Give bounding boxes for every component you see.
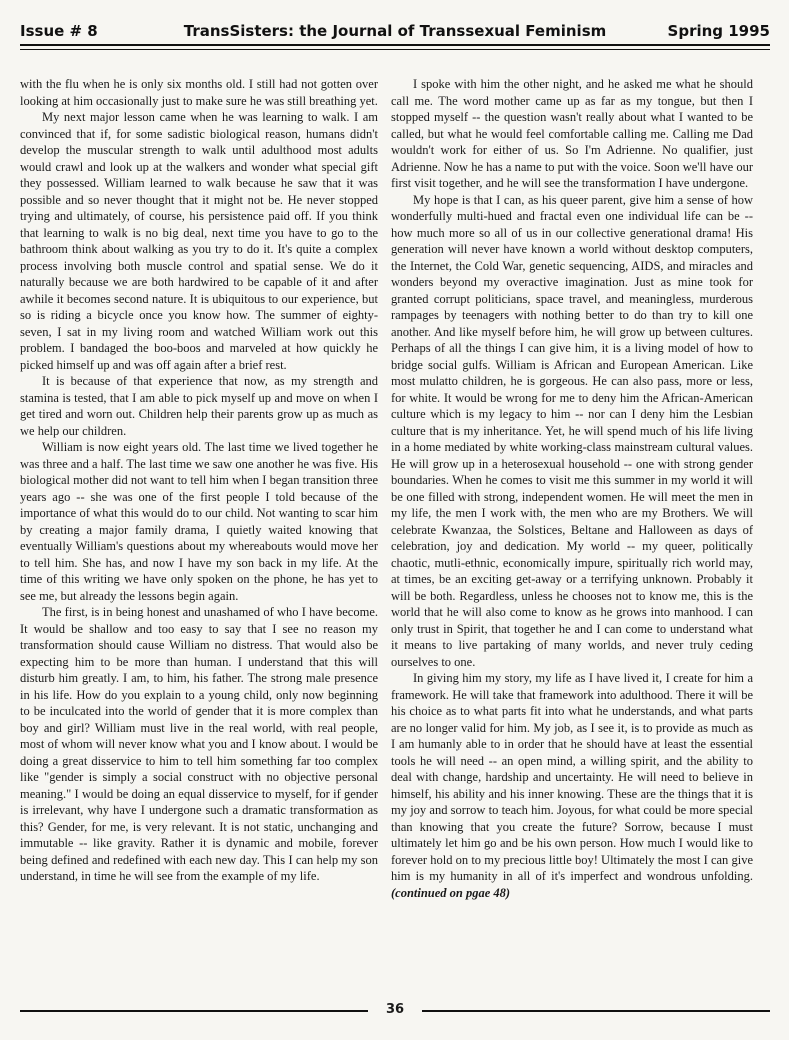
page-number: 36	[385, 1002, 405, 1017]
running-header	[20, 22, 770, 46]
issue-number: Issue # 8	[20, 22, 98, 40]
page-footer	[20, 1002, 770, 1022]
paragraph-final	[391, 670, 753, 901]
left-column	[20, 76, 378, 976]
continued-note: (continued on pgae 48)	[391, 885, 511, 900]
paragraph: I spoke with him the other night, and he asked me what he should call me. The word mother came up as far as my tongue, but then I stopped myself -- the question wasn't really about what I wanted to be called, but what he would feel comfortable calling me. Calling me Dad wouldn't work for either of us. So I'm Adrienne. No qualifier, just Adrienne. Now he has a name to put with the voice. Soon we'll have our first visit together, and he will see the transformation I have undergone.	[391, 77, 753, 190]
paragraph: My hope is that I can, as his queer parent, give him a sense of how wonderfully multi-hued and fractal even one individual life can be -- how much more so all of us in our collective generational drama! His generation will never have known a world without desktop computers, the Internet, the Cold War, genetic sequencing, AIDS, and miracles and wonders beyond my overactive imagination. Just as mine took for granted corrupt politicians, space travel, and meaningless, murderous rampages by teenagers with nothing better to do than try to kill one another. And like myself before him, he will grow up between cultures. Perhaps of all the things I can give him, it is a living model of how to bridge social gulfs. William is African and European American. Like most mulatto children, he is gorgeous. He can also pass, more or less, for white. It would be wrong for me to deny him the African-American culture which is my legacy to him -- nor can I deny him the Lesbian culture that is my inheritance. Yet, he will spend much of his life living in a home mediated by white working-class mainstream cultural values. He will grow up in a heterosexual household -- one with strong gender boundaries. When he comes to visit me this summer in my world it will be one filled with strong, independent women. He will meet the men in my life, the men I work with, the men who are my Brothers. We will celebrate Kwanzaa, the Solstices, Beltane and Halloween as days of celebration, joy and dedication. My world -- my queer, politically chaotic, mutli-ethnic, economically impure, spiritually rich world may, at times, be an exciting get-away or a terrifying unknown. Probably it will be both. Regardless, unless he chooses not to know me, this is the world that he will also come to know as he grows into manhood. I can only trust in Spirit, that together he and I can come to understand what it means to live partaking of many worlds, and never truly ceding ourselves to one.	[391, 192, 753, 669]
header-rule-thin	[20, 49, 770, 50]
header-rule-thick	[20, 44, 770, 46]
journal-title: TransSisters: the Journal of Transsexual Feminism	[183, 22, 607, 40]
footer-rule-right	[422, 1010, 770, 1012]
paragraph: My next major lesson came when he was learning to walk. I am convinced that if, for some sadistic biological reason, humans didn't develop the muscular strength to walk until adulthood most adults would crawl and look up at the walkers and wonder what special gift they possessed. William learned to walk because he saw that it was possible and so never thought that it might not be. He never stopped trying and ultimately, of course, his persistence paid off. If you think that learning to walk is no big deal, next time you have to go to the bathroom think about walking as you try to do it. It's quite a complex process involving both muscle control and spatial sense. We do it naturally because we are both hardwired to be capable of it and after awhile it becomes second nature. It is ubiquitous to our experience, but so is riding a bicycle once you know how. The summer of eighty-seven, I sat in my living room and watched William work out this problem. I bandaged the boo-boos and marveled at how quickly he picked himself up and was off again after a brief rest.	[20, 110, 378, 372]
right-column	[391, 76, 753, 976]
paragraph: with the flu when he is only six months old. I still had not gotten over looking at him occasionally just to make sure he was still breathing yet.	[20, 77, 378, 108]
issue-season: Spring 1995	[667, 22, 770, 40]
paragraph: It is because of that experience that now, as my strength and stamina is tested, that I am able to pick myself up and move on when I get tired and worn out. Children help their parents grow up as much as we help our children.	[20, 374, 378, 438]
paragraph: William is now eight years old. The last time we lived together he was three and a half. The last time we saw one another he was five. His biological mother did not want to tell him when I began transition three years ago -- she was one of the first people I told because of the importance of what this would do to our child. Not wanting to scar him by creating a major family drama, I quietly waited knowing that eventually William's questions about my whereabouts would move her to tell him. She has, and now I have my son back in my life. At the time of this writing we have only spoken on the phone, he has yet to see me, but already the lessons begin again.	[20, 440, 378, 603]
paragraph: The first, is in being honest and unashamed of who I have become. It would be shallow and too easy to say that I see no reason my transformation should cause William no distress. That would also be expecting him to be more than human. I understand that this will disturb him greatly. I am, to him, his father. The strong male presence in his life. How do you explain to a young child, only now beginning to be inculcated into the world of gender that it is more complex than boy and girl? William must live in the real world, with real people, most of whom will never know what you and I know about. I would be doing a great disservice to him to tell him something far too complex like "gender is simply a social construct with no objective personal meaning." I would be doing an equal disservice to myself, for if gender is irrelevant, why have I undergone such a dramatic transformation as this? Gender, for me, is very relevant. It is not static, unchanging and immutable -- like gravity. Rather it is dynamic and mobile, forever being defined and redefined with each new day. This I can help my son understand, in time he will see from the example of my life.	[20, 605, 378, 883]
paragraph-text: In giving him my story, my life as I have lived it, I create for him a framework. He will take that framework into adulthood. There it will be his choice as to what parts fit into what he understands, and what parts are no longer valid for him. My job, as I see it, is to provide as much as I am humanly able to in order that he should have at least the essential tools he will need -- an open mind, a willing spirit, and the ability to deal with change, hardship and uncertainty. He will need to believe in himself, his ability and his inner knowing. These are the things that it is my joy and sorrow to teach him. Joyous, for what could be more special than knowing that you create the future? Sorrow, because I must ultimately let him go and be his own person. How much I would like to forever hold on to my precious little boy! Ultimately the most I can give him is my humanity in all of it's imperfect and wondrous unfolding.	[391, 671, 753, 883]
